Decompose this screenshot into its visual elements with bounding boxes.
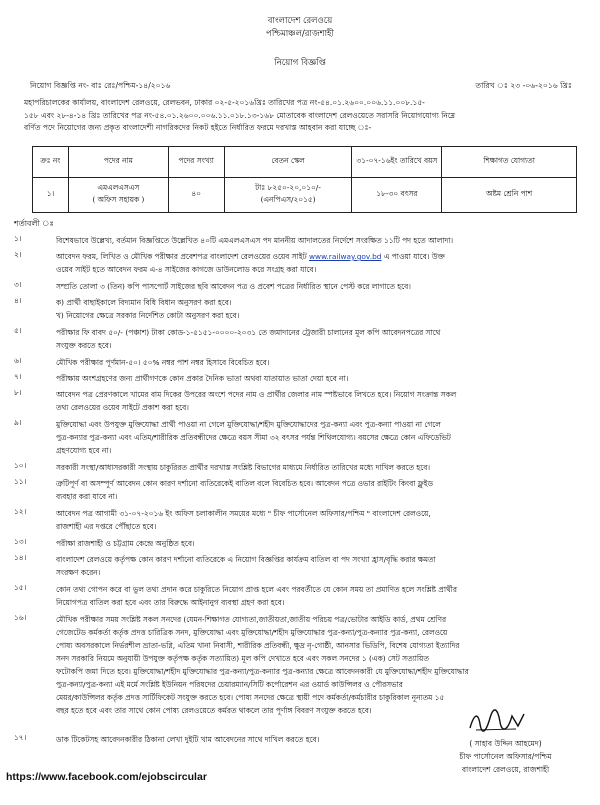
condition-line: সনদ সরকারি নিয়মে অনুযায়ী উপযুক্ত কর্তৃপক্ষ কর্তৃক সত্যায়িত) মূল কপি দেখাতে হবে এবং সকল সনদের ১ (এক) সেট সত্যায়িত <box>56 654 429 663</box>
signatory-office: বাংলাদেশ রেলওয়ে, রাজশাহী <box>461 765 550 774</box>
condition-number: ১৩। <box>14 537 27 546</box>
condition-line: ত্রুটিপূর্ণ বা অসম্পূর্ণ আবেদন কোন কারণ দর্শানো ব্যতিরেকেই বাতিল বলে বিবেচিত হবে। আবেদন পত্রে ওভার রাইটিং কিংবা ফ্লুইড <box>56 479 433 488</box>
railway-website-link[interactable]: www.railway.gov.bd <box>309 252 382 261</box>
condition-line: মৌখিক পরীক্ষার সময় সংশ্লিষ্ট সকল সনদের (যেমন-শিক্ষাগত যোগ্যতা,জাতীয়তা,জাতীয় পরিচয় পত্র/ভোটার আইডি কার্ড, প্রথম শ্রেণির <box>56 615 447 624</box>
cell-post <box>68 178 168 213</box>
condition-line: পরীক্ষা রাজশাহী ও চট্টগ্রাম কেন্দ্রে অনুষ্ঠিত হবে। <box>56 539 195 548</box>
condition-line: গ্রহণযোগ্য হবে না। <box>56 446 112 455</box>
condition-number: ৬। <box>14 356 22 365</box>
condition-line: নিয়োগপত্র বাতিল করা হবে এবং তার বিরুদ্ধে আইনানুগ ব্যবস্থা গ্রহণ করা হবে। <box>56 598 285 607</box>
condition-line: রাজশাহী এর দপ্তরে পৌঁছাতে হবে। <box>56 522 157 531</box>
col-header-age: ৩১-০৭-১৬ইং তারিখে বয়স <box>352 147 442 178</box>
condition-line: সংরক্ষণ করেন। <box>56 568 101 577</box>
posts-table <box>32 146 577 213</box>
condition-number: ১৪। <box>14 553 27 562</box>
cell-education: অষ্টম শ্রেনি পাশ <box>442 178 577 213</box>
scale-reference: (এনপিএস/২০১৫) <box>260 195 316 204</box>
condition-number: ৭। <box>14 372 22 381</box>
condition-line: বছর হতে হবে এবং তার সাথে কোন পোষ্য রেলওয়েতে কর্মরত থাকলে তার পূর্ণাঙ্গ বিবরণ সংযুক্ত করতে হবে। <box>56 706 372 715</box>
condition-number: ২। <box>14 250 22 259</box>
condition-line: পুত্র-কন্যা/পুত্র-কন্যা এই মর্মে সংশ্লিষ্ট ইউনিয়ন পরিষদের চেয়ারম্যান/সিটি কর্পোরেশন এর ওয়ার্ড কাউন্সিলর ও পৌরসভার <box>56 680 403 689</box>
scale-amount: টাঃ ৮২৫০-২০,০১০/- <box>255 183 321 192</box>
notice-date: তারিখ ঃ ২৩ -০৬-২০১৬ খ্রিঃ <box>475 81 572 90</box>
condition-number: ১৭। <box>14 733 27 742</box>
condition-line: ওয়েব সাইট হতে আবেদন ফরম এ-৪ সাইজের কাগজে ডাউনলোড করে সংগ্রহ করা যাবে। <box>56 265 317 274</box>
condition-line: মৌখিক পরীক্ষার পূর্ণমান-৫০। ৫০% নম্বর পাশ নম্বর হিসাবে বিবেচিত হবে। <box>56 358 270 367</box>
condition-number: ৩। <box>14 280 22 289</box>
col-header-count: পদের সংখ্যা <box>168 147 224 178</box>
condition-line: সংযুক্ত করতে হবে। <box>56 341 112 350</box>
condition-number: ১৬। <box>14 613 27 622</box>
condition-line: তথ্য রেলওয়ের ওয়েব সাইটে প্রকাশ করা হবে। <box>56 403 189 412</box>
cell-age: ১৮-৩০ বৎসর <box>352 178 442 213</box>
intro-line: বর্ণিত পদে নিয়োগের জন্য প্রকৃত বাংলাদেশী নাগরিকদের নিকট হইতে নির্ধারিত ফরমে দরখাস্ত আহবান করা যাচ্ছে ঃ- <box>24 123 372 132</box>
cell-count: ৪০ <box>168 178 224 213</box>
col-header-post: পদের নাম <box>68 147 168 178</box>
col-header-sl: ক্রঃ নং <box>33 147 69 178</box>
signature-block <box>418 737 593 776</box>
intro-line: ১৫৮ এবং ২৮-৪-১৪ খ্রিঃ তারিখের পত্র নং-৫৪.০১.২৬০০.০০৬.১১.০১৮.১৩-১৬৮ মোতাবেক বাংলাদেশ রেলওয়েতে সরাসরি নিয়োগযোগ্য নিম্নে <box>24 110 455 120</box>
condition-line: পোষ্য অবসরকালে নির্ভরশীল ভ্রাতা-ভগ্নি, এতিম খানা নিবাসী, শারীরিক প্রতিবন্ধী, ক্ষুদ্র নৃ-গোষ্ঠী, আনসার ভিডিপি, বিশেষ যোগ্যতা ইত্যাদির <box>56 641 460 650</box>
condition-line: ক) প্রার্থী বাছাইকালে বিদ্যমান বিধি বিধান অনুসরণ করা হবে। <box>56 298 232 307</box>
condition-line: বিশেষভাবে উল্লেখ্য, বর্তমান বিজ্ঞপ্তিতে উল্লেখিত ৪০টি এমএলএসএস পদ মাননীয় আদালতের নির্দেশে সংরক্ষিত ১১টি পদ হতে আলাদা। <box>56 236 454 245</box>
condition-line: পরীক্ষার ফি বাবদ ৫০/- (পঞ্চাশ) টাকা কোড-১-৫১৫১-০০০০-২০৩১ তে জমাদানের ট্রেজারী চালানের মূল কপি আবেদনপত্রের সাথে <box>56 328 441 337</box>
intro-paragraph <box>24 97 580 135</box>
condition-line: খ) নিয়োগের ক্ষেত্রে সরকার নির্দেশিত কোটা অনুসরণ করা হবে। <box>56 311 240 320</box>
condition-line: পুত্র-কন্যার পুত্র-কন্যা এবং এতিম/শারীরিক প্রতিবন্ধীদের ক্ষেত্রে বয়স সীমা ৩২ বৎসর পর্যন্ত শিথিলযোগ্য। বয়সের ক্ষেত্রে কোন এফিডেভিট <box>56 433 451 442</box>
signatory-name: ( সাহাব উদ্দিন আহমেদ) <box>469 739 542 748</box>
condition-line: গেজেটেড কর্মকর্তা কর্তৃক প্রদত্ত চারিত্রিক সনদ, মুক্তিযোদ্ধা এবং মুক্তিযোদ্ধা/শহীদ মুক্তিযোদ্ধার পুত্র-কন্যা/পুত্র-কন্যার পুত্র-কন্যা, রেলওয়ে <box>56 628 448 637</box>
condition-number: ১। <box>14 234 22 243</box>
condition-number: ১১। <box>14 477 27 486</box>
cell-sl: ১। <box>33 178 69 213</box>
condition-line: কোন তথ্য গোপন করে বা ভুল তথ্য প্রদান করে চাকুরিতে নিয়োগ প্রাপ্ত হলে এবং পরবর্তীতে যে কোন সময় তা প্রমাণিত হলে সংশ্লিষ্ট প্রার্থীর <box>56 585 457 594</box>
intro-line: মহাপরিচালকের কার্যালয়, বাংলাদেশ রেলওয়ে, রেলভবন, ঢাকার ০২-৫-২০১৬খ্রিঃ তারিখের পত্র নং-৫৪.০১.২৬০০.০০৬.১১.০০৮.১৫- <box>24 98 425 107</box>
condition-line: পরীক্ষায় অংশগ্রহণের জন্য প্রার্থীগণকে কোন প্রকার দৈনিক ভাতা অথবা যাতায়াত ভাতা দেয়া হবে না। <box>56 374 349 383</box>
notice-title: নিয়োগ বিজ্ঞপ্তি <box>274 58 326 68</box>
condition-number: ১০। <box>14 461 27 470</box>
condition-line: সম্প্রতি তোলা ৩ (তিন) কপি পাসপোর্ট সাইজের ছবি আবেদন পত্র ও প্রবেশ পত্রের নির্ধারিত স্থানে পেস্ট করে লাগাতে হবে। <box>56 282 411 291</box>
col-header-scale: বেতন স্কেল <box>224 147 352 178</box>
post-name: এমএলএসএস <box>97 183 140 192</box>
condition-line: বাংলাদেশ রেলওয়ে কর্তৃপক্ষ কোন কারণ দর্শানো ব্যতিরেকে এ নিয়োগ বিজ্ঞপ্তির কার্যক্রম বাতিল বা পদ সংখ্যা হ্রাস/বৃদ্ধি করার ক্ষমতা <box>56 555 436 564</box>
zone-name: পশ্চিমাঞ্চল/রাজশাহী <box>266 29 334 39</box>
condition-line: আবেদন পত্র প্রেরণকালে খামের বাম দিকের উপরের অংশে পদের নাম ও প্রার্থীর জেলার নাম স্পষ্টভাবে লিখতে হবে। নিয়োগ সংক্রান্ত সকল <box>56 390 457 399</box>
condition-number: ৪। <box>14 296 22 305</box>
post-subtitle: ( অফিস সহায়ক ) <box>92 195 145 204</box>
signatory-designation: চীফ পার্সোনেল অফিসার/পশ্চিম <box>459 752 552 761</box>
cell-scale <box>224 178 352 213</box>
condition-line: ডাক টিকেটসহ আবেদনকারীর ঠিকানা লেখা দুইটি খাম আবেদনের সাথে দাখিল করতে হবে। <box>56 735 320 744</box>
condition-line: ব্যবহার করা যাবে না। <box>56 492 118 501</box>
condition-line: আবেদন ফরম, লিখিত ও মৌখিক পরীক্ষার প্রবেশপত্র বাংলাদেশ রেলওয়ের ওয়েব সাইট www.railway.gov.bd এ পাওয়া যাবে। উক্ত <box>56 252 445 261</box>
condition-number: ১২। <box>14 507 27 516</box>
col-header-education: শিক্ষাগত যোগ্যতা <box>442 147 577 178</box>
facebook-url[interactable]: https://www.facebook.com/ejobscircular <box>6 771 207 783</box>
condition-number: ১৫। <box>14 583 27 592</box>
table-header-row <box>33 147 577 178</box>
memo-number: নিয়োগ বিজ্ঞপ্তি নং- বাঃ রেঃ/পশ্চিম-১৪/২০১৬ <box>30 81 171 90</box>
condition-line: ফটোকপি জমা দিতে হবে। মুক্তিযোদ্ধা/শহীদ মুক্তিযোদ্ধার পুত্র-কন্যা/পুত্র-কন্যার পুত্র-কন্যার ক্ষেত্রে আবেদনকারী যে মুক্তিযোদ্ধা/শহীদ মুক্তিযোদ্ধার <box>56 667 469 676</box>
conditions-title: শর্তাবলী ঃ <box>14 219 54 228</box>
table-row <box>33 178 577 213</box>
condition-line: মুক্তিযোদ্ধা এবং উপযুক্ত মুক্তিযোদ্ধা প্রার্থী পাওয়া না গেলে মুক্তিযোদ্ধা/শহীদ মুক্তিযোদ্ধাদের পুত্র-কন্যা এবং পুত্র-কন্যা পাওয়া না গেলে <box>56 420 441 429</box>
condition-number: ৮। <box>14 388 22 397</box>
condition-line: মেয়র/কাউন্সিলর কর্তৃক প্রদত্ত সার্টিফিকেট সংযুক্ত করতে হবে। পোষ্য সনদের ক্ষেত্রে স্থায়ী পদে কর্মকর্তা/কর্মচারীর চাকুরিকাল নূন্যতম ১৫ <box>56 693 445 702</box>
condition-number: ৫। <box>14 326 22 335</box>
condition-number: ৯। <box>14 418 22 427</box>
signature-scribble <box>468 708 526 734</box>
condition-line: সরকারী সংস্থা/আধাসরকারী সংস্থায় চাকুরিরত প্রার্থীর দরখাস্ত সংশ্লিষ্ট বিভাগের মাধ্যমে নির্ধারিত তারিখের মধ্যে দাখিল করতে হবে। <box>56 463 431 472</box>
condition-line: আবেদন পত্র আগামী ৩১-০৭-২০১৬ ইং অফিস চলাকালীন সময়ের মধ্যে " চীফ পার্সোনেল অফিসার/পশ্চিম " বাংলাদেশ রেলওয়ে, <box>56 509 431 518</box>
org-name: বাংলাদেশ রেলওয়ে <box>267 16 333 26</box>
